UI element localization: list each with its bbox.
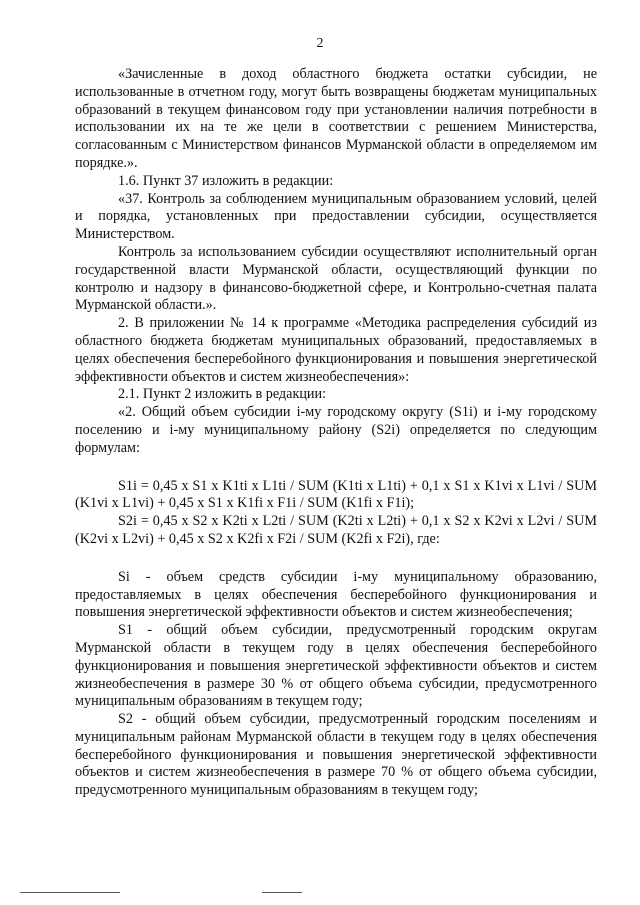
paragraph-item-1-6: 1.6. Пункт 37 изложить в редакции:: [118, 172, 334, 189]
document-body: [75, 66, 597, 800]
definition-s2: S2 - общий объем субсидии, предусмотренный городским поселениям и муниципальным районам Мурманской области в текущем году в целях обеспечения бесперебойного функционирования и повышения энергетической эффективности объектов и систем жизнеобеспечения в размере 70 % от общего объема субсидии, предусмотренного муниципальным образованиям в текущем году;: [75, 711, 597, 799]
paragraph-residual-return: «Зачисленные в доход областного бюджета остатки субсидии, не использованные в отчетном году, могут быть возвращены бюджетам муниципальных образований в текущем финансовом году при установлении наличия потребности в использовании их на те же цели в соответствии с решением Министерства, согласованным с Министерством финансов Мурманской области в определяемом им порядке.».: [75, 66, 597, 171]
footer-rule-middle: [262, 892, 302, 893]
paragraph-appendix-14: 2. В приложении № 14 к программе «Методика распределения субсидий из областного бюджета бюджетам муниципальных образований, предоставляемых в целях обеспечения бесперебойного функционирования и повышения энергетической эффективности объектов и систем жизнеобеспечения»:: [75, 315, 597, 385]
paragraph-item-37: «37. Контроль за соблюдением муниципальным образованием условий, целей и порядка, установленных при предоставлении субсидии, осуществляется Министерством.: [75, 190, 597, 243]
paragraph-item-2-1: 2.1. Пункт 2 изложить в редакции:: [118, 386, 327, 403]
paragraph-formula-intro: «2. Общий объем субсидии i-му городскому округу (S1i) и i-му городскому поселению и i-му муниципальному району (S2i) определяется по следующим формулам:: [75, 404, 597, 456]
page-number: 2: [316, 36, 324, 51]
definition-s1: S1 - общий объем субсидии, предусмотренный городским округам Мурманской области в текущем году в целях обеспечения бесперебойного функционирования и повышения энергетической эффективности объектов и систем жизнеобеспечения в размере 30 % от общего объема субсидии, предусмотренного муниципальным образованиям в текущем году;: [75, 622, 597, 710]
formula-s1i: S1i = 0,45 x S1 x K1ti x L1ti / SUM (K1ti x L1ti) + 0,1 x S1 x K1vi x L1vi / SUM (K1vi x L1vi) + 0,45 x S1 x K1fi x F1i / SUM (K1fi x F1i);: [75, 477, 597, 512]
formula-s2i: S2i = 0,45 x S2 x K2ti x L2ti / SUM (K2ti x L2ti) + 0,1 x S2 x K2vi x L2vi / SUM (K2vi x L2vi) + 0,45 x S2 x K2fi x F2i / SUM (K2fi x F2i), где:: [75, 513, 597, 547]
paragraph-control: Контроль за использованием субсидии осуществляют исполнительный орган государственной власти Мурманской области, осуществляющий функции по контролю и надзору в финансово-бюджетной сфере, и Контрольно-счетная палата Мурманской области.».: [75, 243, 597, 314]
footer-rule-left: [20, 892, 120, 893]
definition-si: Si - объем средств субсидии i-му муниципальному образованию, предоставляемых в целях обеспечения бесперебойного функционирования и повышения энергетической эффективности объектов и систем жизнеобеспечения;: [75, 568, 597, 621]
